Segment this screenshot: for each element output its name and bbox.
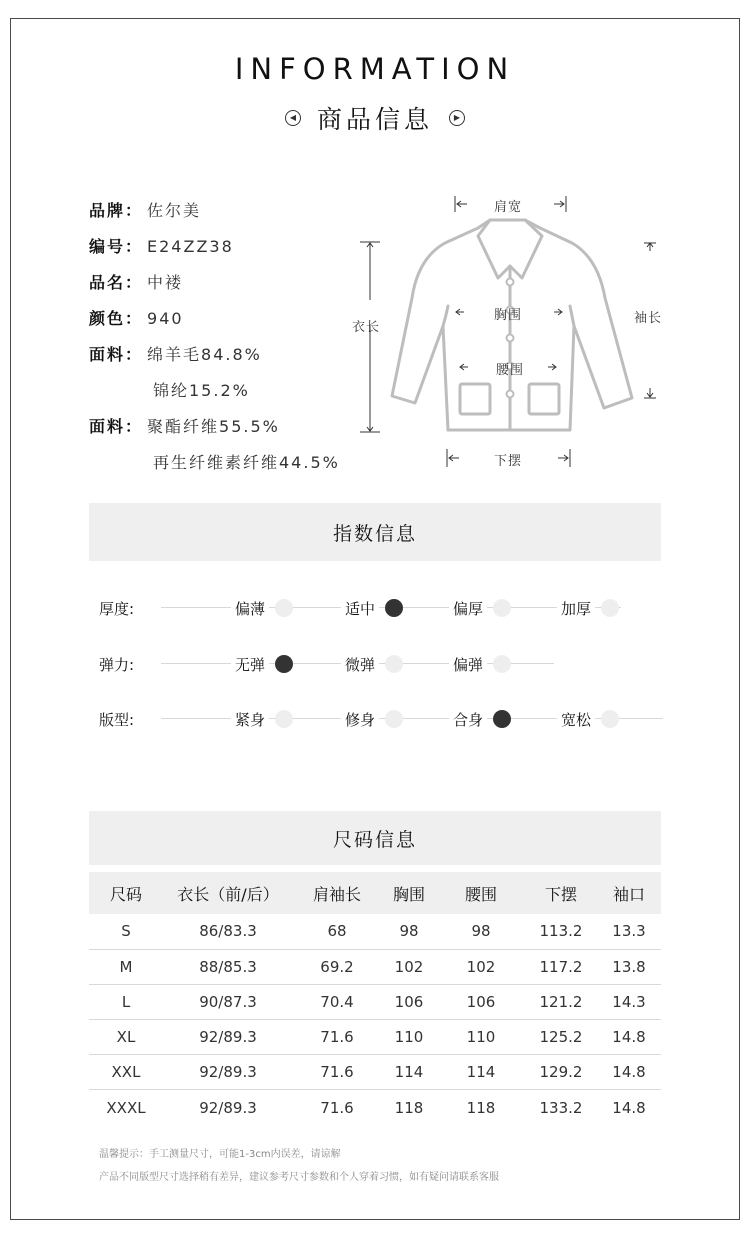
table-cell: 114: [381, 1055, 437, 1090]
waist-label: 腰围: [496, 363, 525, 378]
table-row: [89, 1020, 661, 1055]
table-cell: 71.6: [320, 1098, 354, 1117]
index-dot: [385, 710, 403, 728]
index-dot-selected: [493, 710, 511, 728]
table-cell: 102: [381, 949, 437, 984]
table-cell: 92/89.3: [199, 1098, 257, 1117]
index-row-label: 弹力:: [99, 656, 135, 674]
table-cell: 14.8: [597, 1020, 661, 1055]
info-value: 锦纶15.2%: [153, 381, 250, 400]
index-dot: [601, 599, 619, 617]
table-cell: S: [89, 914, 163, 949]
chest-label: 胸围: [494, 308, 523, 323]
column-header: 袖口: [597, 872, 661, 914]
table-cell: 110: [437, 1020, 525, 1055]
table-cell: 98: [381, 914, 437, 949]
index-option: 修身: [341, 709, 379, 730]
table-cell: XL: [89, 1020, 163, 1055]
info-value: 中褛: [147, 273, 184, 292]
info-label: 编号：: [89, 237, 144, 256]
title-cn: 商品信息: [316, 105, 433, 134]
table-cell: 70.4: [293, 984, 381, 1019]
index-section-title: 指数信息: [89, 503, 661, 561]
right-arrow-icon: ▶: [449, 110, 465, 126]
table-cell: 14.8: [612, 1098, 646, 1117]
table-cell: 133.2: [539, 1098, 583, 1117]
index-dot: [493, 655, 511, 673]
info-value: 聚酯纤维55.5%: [147, 417, 280, 436]
table-cell: 86/83.3: [163, 914, 293, 949]
title-cn-row: [0, 100, 750, 136]
table-cell: 92/89.3: [163, 1020, 293, 1055]
table-cell: 68: [293, 914, 381, 949]
table-cell: M: [89, 949, 163, 984]
table-cell: 118: [466, 1098, 496, 1117]
column-header: 下摆: [525, 872, 597, 914]
table-cell: 110: [381, 1020, 437, 1055]
table-row: [89, 1090, 661, 1125]
info-value: 绵羊毛84.8%: [147, 345, 262, 364]
index-row-thickness: [99, 596, 669, 620]
info-value: E24ZZ38: [147, 237, 234, 256]
info-label: 面料：: [89, 345, 144, 364]
index-option: 合身: [449, 709, 487, 730]
note-fit: 产品不同版型尺寸选择稍有差异，建议参考尺寸参数和个人穿着习惯，如有疑问请联系客服: [99, 1172, 499, 1183]
info-row-name: [89, 270, 183, 293]
info-label: 颜色：: [89, 309, 144, 328]
table-cell: L: [89, 984, 163, 1019]
table-cell: 106: [381, 984, 437, 1019]
size-section-title: 尺码信息: [89, 811, 661, 865]
table-cell: 71.6: [293, 1055, 381, 1090]
index-dot: [275, 710, 293, 728]
index-option: 适中: [341, 598, 379, 619]
index-row-label: 厚度:: [99, 600, 135, 618]
info-row-fabric-2: [89, 414, 280, 437]
index-option: 微弹: [341, 654, 379, 675]
table-cell: 13.3: [597, 914, 661, 949]
column-header: 肩袖长: [293, 872, 381, 914]
table-cell: 90/87.3: [163, 984, 293, 1019]
garment-diagram: [340, 188, 680, 478]
sleeve-label: 袖长: [634, 311, 663, 326]
index-dot-selected: [385, 599, 403, 617]
info-row-brand: [89, 198, 201, 221]
title-en: INFORMATION: [234, 52, 516, 86]
column-header: 腰围: [437, 872, 525, 914]
table-row: [89, 914, 661, 949]
coat-illustration: [340, 188, 680, 478]
table-cell: 102: [437, 949, 525, 984]
info-value: 再生纤维素纤维44.5%: [153, 453, 340, 472]
length-label: 衣长: [352, 320, 381, 335]
info-row-fabric-2b: [149, 450, 340, 473]
table-cell: 121.2: [525, 984, 597, 1019]
table-row: [89, 984, 661, 1019]
left-arrow-icon: ◀: [285, 110, 301, 126]
table-cell: XXL: [89, 1055, 163, 1090]
table-cell: 14.8: [597, 1055, 661, 1090]
shoulder-label: 肩宽: [494, 200, 523, 215]
size-table-header: [89, 872, 661, 914]
table-cell: 114: [437, 1055, 525, 1090]
table-cell: 106: [437, 984, 525, 1019]
index-row-label: 版型:: [99, 711, 135, 729]
table-cell: 14.3: [597, 984, 661, 1019]
table-cell: XXXL: [106, 1098, 146, 1117]
table-cell: 92/89.3: [163, 1055, 293, 1090]
table-cell: 125.2: [525, 1020, 597, 1055]
index-row-fit: [99, 707, 669, 731]
index-option: 偏弹: [449, 654, 487, 675]
column-header: 衣长（前/后）: [163, 872, 293, 914]
info-row-code: [89, 234, 234, 257]
table-cell: 88/85.3: [163, 949, 293, 984]
table-cell: 113.2: [525, 914, 597, 949]
table-cell: 118: [394, 1098, 424, 1117]
index-row-elasticity: [99, 652, 669, 676]
index-option: 无弹: [231, 654, 269, 675]
note-measurement: 温馨提示：手工测量尺寸，可能1-3cm内误差，请谅解: [99, 1149, 341, 1160]
table-cell: 71.6: [293, 1020, 381, 1055]
column-header: 胸围: [381, 872, 437, 914]
index-dot: [385, 655, 403, 673]
hem-label: 下摆: [494, 454, 523, 469]
info-label: 品名：: [89, 273, 144, 292]
index-option: 宽松: [557, 709, 595, 730]
table-cell: 98: [437, 914, 525, 949]
index-dot: [601, 710, 619, 728]
index-option: 偏厚: [449, 598, 487, 619]
index-dot: [275, 599, 293, 617]
table-cell: 69.2: [293, 949, 381, 984]
table-cell: 117.2: [525, 949, 597, 984]
info-row-color: [89, 306, 184, 329]
index-option: 加厚: [557, 598, 595, 619]
index-option: 紧身: [231, 709, 269, 730]
info-row-fabric-1b: [149, 378, 250, 401]
info-label: 面料：: [89, 417, 144, 436]
table-row: [89, 1055, 661, 1090]
size-table: [89, 872, 661, 1125]
info-row-fabric-1: [89, 342, 262, 365]
index-option: 偏薄: [231, 598, 269, 619]
table-cell: 13.8: [597, 949, 661, 984]
index-dot: [493, 599, 511, 617]
table-cell: 129.2: [525, 1055, 597, 1090]
index-dot-selected: [275, 655, 293, 673]
column-header: 尺码: [89, 872, 163, 914]
info-label: 品牌：: [89, 201, 144, 220]
info-value: 940: [147, 309, 184, 328]
info-value: 佐尔美: [147, 201, 202, 220]
table-row: [89, 949, 661, 984]
